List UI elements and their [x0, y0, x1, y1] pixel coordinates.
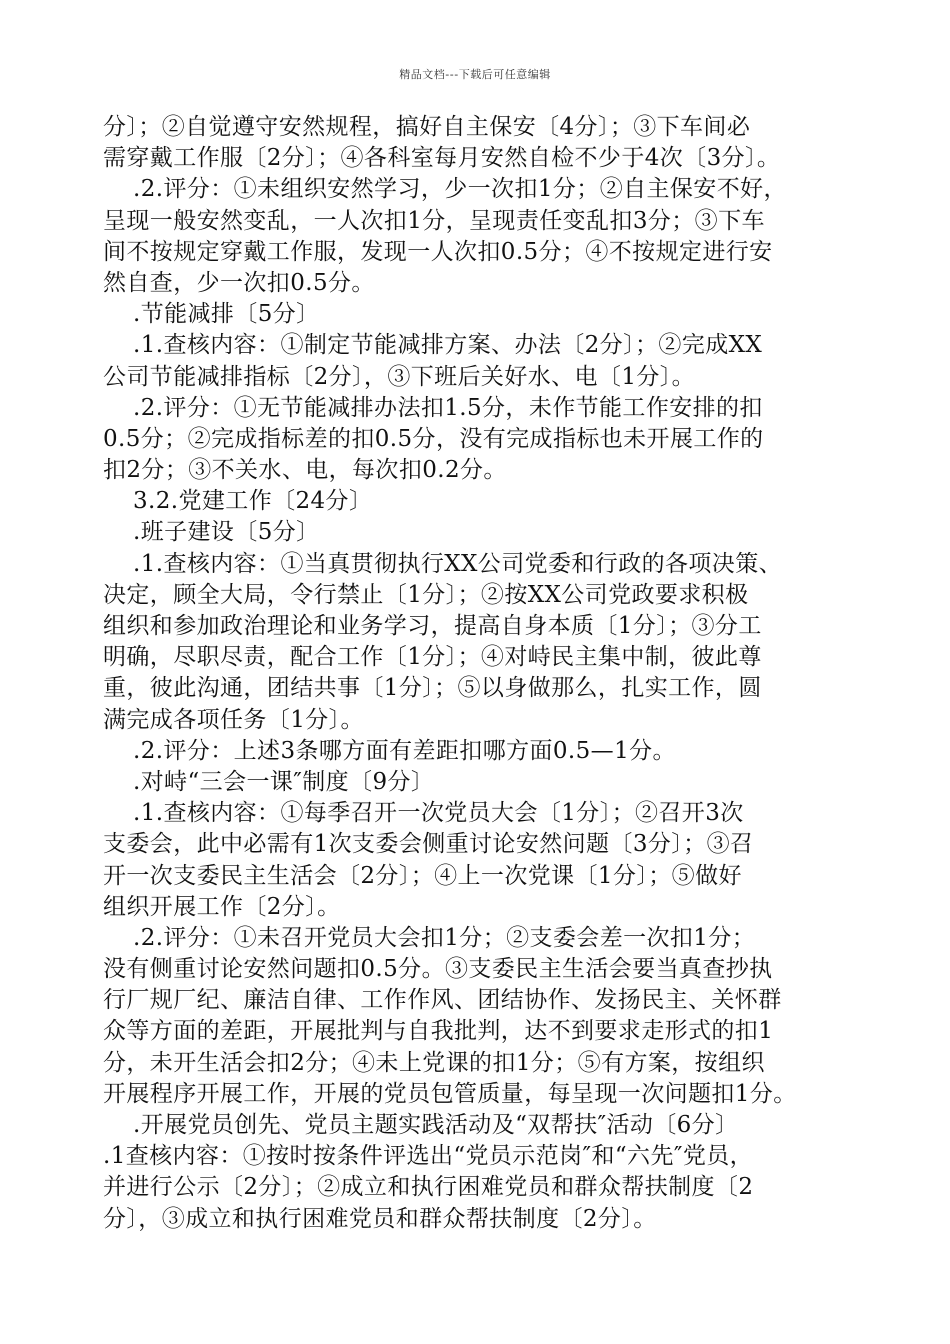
text-line: 并进行公示〔2分〕；②成立和执行困难党员和群众帮扶制度〔2 [103, 1174, 754, 1201]
text-line: .2.评分：上述3条哪方面有差距扣哪方面0.5—1分。 [133, 737, 676, 764]
text-line: 然自查，少一次扣0.5分。 [103, 269, 375, 296]
text-line: 开一次支委民主生活会〔2分〕；④上一次党课〔1分〕；⑤做好 [103, 862, 742, 889]
text-line: .1.查核内容：①制定节能减排方案、办法〔2分〕；②完成XX [133, 332, 763, 359]
text-line: 0.5分；②完成指标差的扣0.5分，没有完成指标也未开展工作的 [103, 425, 764, 452]
text-line: 重，彼此沟通，团结共事〔1分〕；⑤以身做那么，扎实工作，圆 [103, 675, 762, 702]
text-line: .开展党员创先、党员主题实践活动及“双帮扶″活动〔6分〕 [133, 1112, 739, 1138]
text-line: 扣2分；③不关水、电，每次扣0.2分。 [103, 457, 507, 484]
text-line: 分，未开生活会扣2分；④未上党课的扣1分；⑤有方案，按组织 [103, 1049, 765, 1076]
text-line: .班子建设〔5分〕 [133, 519, 320, 546]
text-line: 分〕，③成立和执行困难党员和群众帮扶制度〔2分〕。 [103, 1205, 657, 1232]
text-line: 没有侧重讨论安然问题扣0.5分。③支委民主生活会要当真查抄执 [103, 956, 773, 983]
text-line: 需穿戴工作服〔2分〕；④各科室每月安然自检不少于4次〔3分〕。 [103, 145, 781, 172]
text-line: 开展程序开展工作，开展的党员包管质量，每呈现一次问题扣1分。 [103, 1080, 797, 1107]
text-line: .2.评分：①未召开党员大会扣1分；②支委会差一次扣1分； [133, 924, 756, 951]
text-line: 众等方面的差距，开展批判与自我批判，达不到要求走形式的扣1 [103, 1018, 774, 1045]
text-line: 组织开展工作〔2分〕。 [103, 893, 341, 920]
text-line: 公司节能减排指标〔2分〕，③下班后关好水、电〔1分〕。 [103, 363, 696, 390]
text-line: 呈现一般安然变乱，一人次扣1分，呈现责任变乱扣3分；③下车 [103, 207, 765, 234]
text-line: .对峙“三会一课″制度〔9分〕 [133, 768, 435, 795]
document-body [103, 112, 863, 1235]
text-line: 决定，顾全大局，令行禁止〔1分〕；②按XX公司党政要求积极 [103, 581, 749, 608]
text-line: .1.查核内容：①当真贯彻执行XX公司党委和行政的各项决策、 [133, 550, 783, 577]
text-line: 支委会，此中必需有1次支委会侧重讨论安然问题〔3分〕；③召 [103, 831, 754, 858]
text-line: 间不按规定穿戴工作服，发现一人次扣0.5分；④不按规定进行安 [103, 238, 773, 265]
text-line: 3.2.党建工作〔24分〕 [133, 488, 373, 515]
page-header: 精品文档---下载后可任意编辑 [399, 68, 551, 81]
text-line: 分〕；②自觉遵守安然规程，搞好自主保安〔4分〕；③下车间必 [103, 114, 751, 140]
text-line: 组织和参加政治理论和业务学习，提高自身本质〔1分〕；③分工 [103, 613, 762, 639]
text-line: 满完成各项任务〔1分〕。 [103, 706, 364, 733]
text-line: 行厂规厂纪、廉洁自律、工作作风、团结协作、发扬民主、关怀群 [103, 987, 782, 1014]
text-line: .1.查核内容：①每季召开一次党员大会〔1分〕；②召开3次 [133, 800, 744, 827]
text-line: 明确，尽职尽责，配合工作〔1分〕；④对峙民主集中制，彼此尊 [103, 644, 762, 671]
text-line: .2.评分：①未组织安然学习，少一次扣1分；②自主保安不好， [133, 176, 787, 203]
text-line: .1查核内容：①按时按条件评选出“党员示范岗″和“六先″党员， [103, 1143, 754, 1170]
text-line: .2.评分：①无节能减排办法扣1.5分，未作节能工作安排的扣 [133, 394, 763, 421]
text-line: .节能减排〔5分〕 [133, 301, 320, 328]
